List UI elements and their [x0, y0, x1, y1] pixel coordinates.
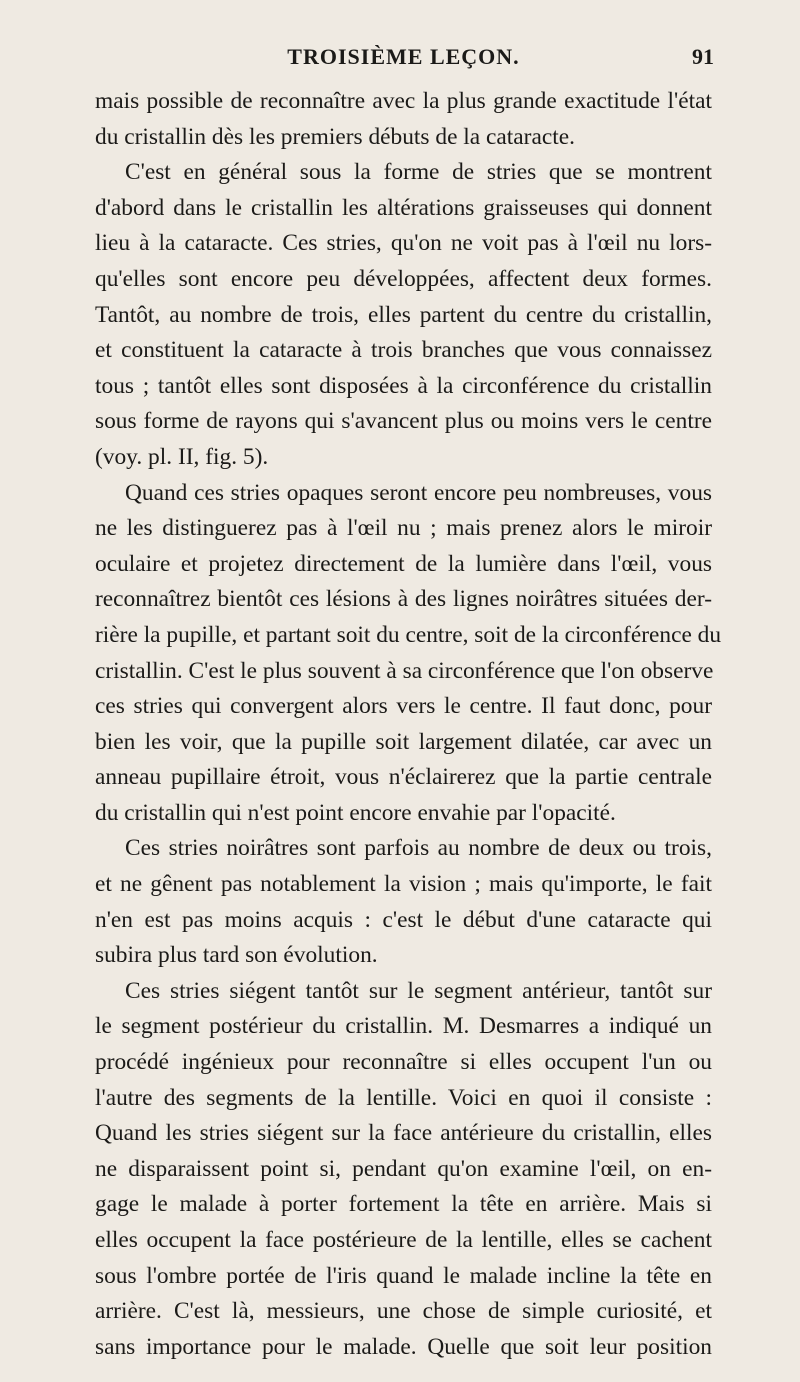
text-line: elles occupent la face postérieure de la lentille, elles se cachent — [95, 1227, 712, 1253]
body-text — [95, 84, 722, 1365]
text-line: gage le malade à porter fortement la tête en arrière. Mais si — [95, 1191, 712, 1218]
text-line: Quand les stries siégent sur la face antérieure du cristallin, elles — [95, 1120, 712, 1147]
text-line: et constituent la cataracte à trois branches que vous connaissez — [95, 337, 712, 364]
page-number: 91 — [692, 44, 714, 69]
running-head-title: TROISIÈME LEÇON. — [287, 44, 520, 69]
text-line: (voy. pl. II, fig. 5). — [95, 443, 269, 470]
text-line: C'est en général sous la forme de stries que se montrent — [125, 159, 712, 186]
text-line: bien les voir, que la pupille soit largement dilatée, car avec un — [95, 728, 712, 755]
text-line: anneau pupillaire étroit, vous n'éclairerez que la partie centrale — [95, 764, 712, 791]
text-line: oculaire et projetez directement de la lumière dans l'œil, vous — [95, 550, 712, 577]
text-line: arrière. C'est là, messieurs, une chose de simple curiosité, et — [95, 1298, 712, 1325]
text-line: procédé ingénieux pour reconnaître si elles occupent l'un ou — [95, 1049, 712, 1076]
text-line: ces stries qui convergent alors vers le centre. Il faut donc, pour — [95, 693, 712, 720]
text-line: sans importance pour le malade. Quelle que soit leur position — [95, 1333, 712, 1360]
text-line: et ne gênent pas notablement la vision ; mais qu'importe, le fait — [95, 871, 712, 898]
text-line: Quand ces stries opaques seront encore peu nombreuses, vous — [125, 479, 712, 506]
text-line: lieu à la cataracte. Ces stries, qu'on ne voit pas à l'œil nu lors- — [95, 230, 712, 257]
text-line: le segment postérieur du cristallin. M. Desmarres a indiqué un — [95, 1013, 712, 1040]
text-line: tous ; tantôt elles sont disposées à la circonférence du cristallin — [95, 372, 712, 399]
text-line: du cristallin dès les premiers débuts de la cataracte. — [95, 123, 575, 150]
text-line: sous l'ombre portée de l'iris quand le malade incline la tête en — [95, 1262, 712, 1289]
text-line: Ces stries noirâtres sont parfois au nombre de deux ou trois, — [125, 835, 712, 862]
text-line: n'en est pas moins acquis : c'est le début d'une cataracte qui — [95, 906, 712, 933]
text-line: Ces stries siégent tantôt sur le segment antérieur, tantôt sur — [125, 977, 712, 1004]
text-line: reconnaîtrez bientôt ces lésions à des lignes noirâtres situées der- — [95, 586, 712, 613]
text-line: cristallin. C'est le plus souvent à sa circonférence que l'on observe — [95, 657, 714, 684]
text-line: d'abord dans le cristallin les altérations graisseuses qui donnent — [95, 194, 712, 221]
text-line: sous forme de rayons qui s'avancent plus ou moins vers le centre — [95, 408, 712, 435]
text-line: du cristallin qui n'est point encore envahie par l'opacité. — [95, 799, 616, 826]
text-line: qu'elles sont encore peu développées, affectent deux formes. — [95, 265, 712, 292]
text-line: ne disparaissent point si, pendant qu'on examine l'œil, on en- — [95, 1155, 712, 1182]
text-line: subira plus tard son évolution. — [95, 942, 378, 969]
text-line: mais possible de reconnaître avec la plus grande exactitude l'état — [95, 88, 712, 114]
text-line: rière la pupille, et partant soit du centre, soit de la circonférence du — [95, 621, 722, 648]
text-line: ne les distinguerez pas à l'œil nu ; mais prenez alors le miroir — [95, 515, 712, 542]
running-head — [95, 44, 712, 84]
text-line: l'autre des segments de la lentille. Voici en quoi il consiste : — [95, 1084, 712, 1111]
text-line: Tantôt, au nombre de trois, elles partent du centre du cristallin, — [95, 301, 712, 328]
